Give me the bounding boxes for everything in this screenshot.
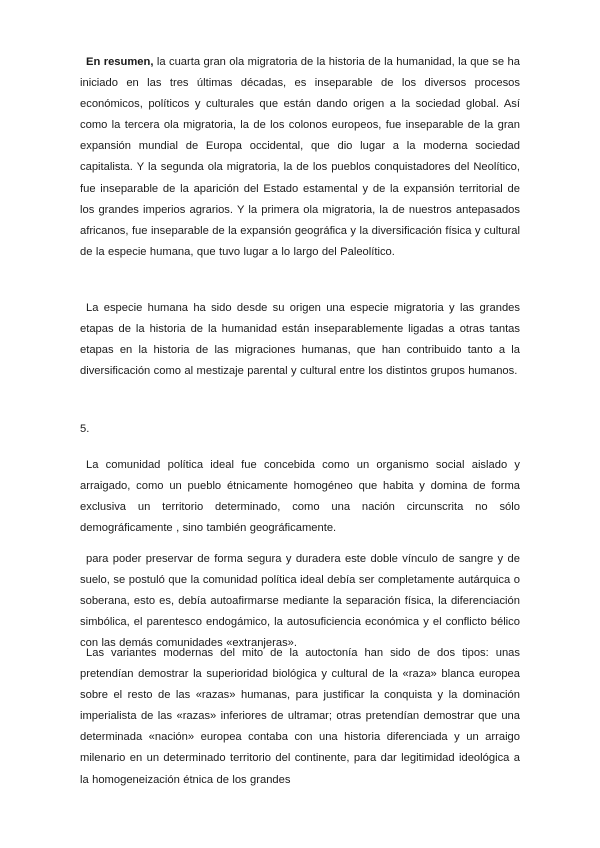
paragraph-summary (80, 52, 520, 263)
paragraph-summary-text: la cuarta gran ola migratoria de la historia de la humanidad, la que se ha iniciado en las tres últimas décadas, es inseparable de los diversos procesos económicos, políticos y culturales que están dando origen a la sociedad global. Así como la tercera ola migratoria, la de los colonos europeos, fue inseparable de la gran expansión mundial de Europa occidental, que dio lugar a la moderna sociedad capitalista. Y la segunda ola migratoria, la de los pueblos conquistadores del Neolítico, fue inseparable de la aparición del Estado estamental y de la expansión territorial de los grandes imperios agrarios. Y la primera ola migratoria, la de nuestros antepasados africanos, fue inseparable de la expansión geográfica y la diversificación física y cultural de la especie humana, que tuvo lugar a lo largo del Paleolítico. (80, 56, 520, 258)
paragraph-political-community: La comunidad política ideal fue concebida como un organismo social aislado y arraigado, como un pueblo étnicamente homogéneo que habita y domina de forma exclusiva un territorio determinado, como una nación circunscrita no sólo demográficamente , sino también geográficamente. (80, 459, 520, 535)
section-number: 5. (80, 423, 90, 435)
paragraph-preservation: para poder preservar de forma segura y duradera este doble vínculo de sangre y de suelo, se postuló que la comunidad política ideal debía ser completamente autárquica o soberana, esto es, debía autoafirmarse mediante la separación física, la diferenciación simbólica, el parentesco endogámico, la autosuficiencia económica y el conflicto bélico con las demás comunidades «extranjeras». (80, 553, 520, 650)
paragraph-species: La especie humana ha sido desde su origen una especie migratoria y las grandes etapas de la historia de la humanidad están inseparablemente ligadas a otras tantas etapas en la historia de las migraciones humanas, que han contribuido tanto a la diversificación como al mestizaje parental y cultural entre los distintos grupos humanos. (80, 302, 520, 378)
paragraph-lead: En resumen, (86, 56, 154, 68)
paragraph-autochthony: Las variantes modernas del mito de la autoctonía han sido de dos tipos: unas pretendían demostrar la superioridad biológica y cultural de la «raza» blanca europea sobre el resto de las «razas» humanas, para justificar la conquista y la dominación imperialista de las «razas» inferiores de ultramar; otras pretendían demostrar que una determinada «nación» europea contaba con una historia diferenciada y un arraigo milenario en un determinado territorio del continente, para dar legitimidad ideológica a la homogeneización étnica de los grandes (80, 647, 520, 786)
